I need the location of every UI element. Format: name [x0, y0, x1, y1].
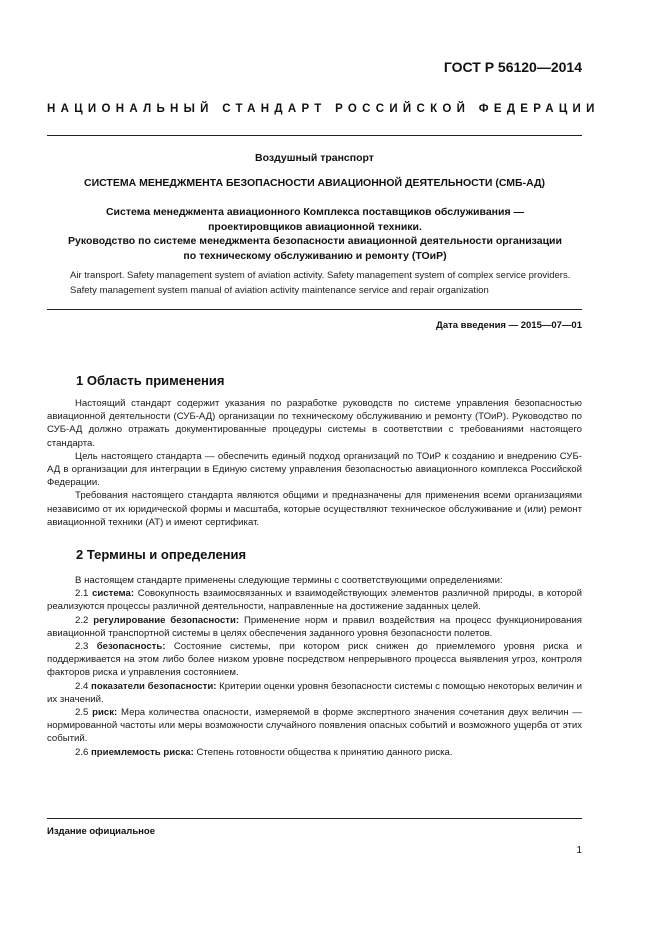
subtitle [60, 205, 570, 263]
section-2-body [47, 574, 582, 759]
page-number: 1 [576, 845, 582, 856]
section-1-heading: 1 Область применения [76, 373, 225, 388]
term-definition [47, 746, 582, 759]
term-definition [47, 706, 582, 746]
term-number: 2.4 [75, 680, 89, 692]
term-number: 2.2 [75, 614, 89, 626]
term-text: Применение норм и правил воздействия на процесс функционирования авиационной транспортной системы в целях обеспечения заданного уровня безопасности полетов. [47, 614, 583, 639]
sector-title: Воздушный транспорт [255, 152, 374, 164]
term-definition [47, 587, 582, 613]
term-definition [47, 680, 582, 706]
paragraph: Требования настоящего стандарта являются общими и предназначены для применения всеми организациями независимо от их юридической формы и масштаба, которые осуществляют техническое обслуживание и (или) ремонт авиационной техники (АТ) и имеют сертификат. [47, 490, 582, 528]
term-number: 2.1 [75, 588, 89, 600]
term-name: показатели безопасности: [91, 680, 217, 692]
term-text: Состояние системы, при котором риск снижен до приемлемого уровня риска и поддерживается на этом либо более низком уровне посредством непрерывного процесса выявления угроз, контроля факторов риска и управления состоянием. [47, 641, 582, 679]
term-name: система: [92, 588, 135, 600]
subtitle-line: Система менеджмента авиационного Комплекса поставщиков обслуживания — [105, 206, 525, 218]
divider-middle [47, 309, 582, 310]
paragraph: Цель настоящего стандарта — обеспечить единый подход организаций по ТОиР к созданию и внедрению СУБ-АД в организации для интеграции в Единую систему управления безопасностью авиационного комплекса Российской Федерации. [47, 450, 582, 489]
english-title: Air transport. Safety management system of aviation activity. Safety management system of complex service providers. Safety management system manual of aviation activity maintenance service and repair organization [70, 270, 571, 296]
divider-footer [47, 818, 582, 819]
main-title: СИСТЕМА МЕНЕДЖМЕНТА БЕЗОПАСНОСТИ АВИАЦИОННОЙ ДЕЯТЕЛЬНОСТИ (СМБ-АД) [83, 177, 546, 189]
subtitle-line: проектировщиков авиационной техники. [208, 220, 422, 233]
divider-top [47, 135, 582, 136]
term-text: Мера количества опасности, измеряемой в форме экспертного значения сочетания двух величин — нормированной частоты или меры возможности случайного появления опасных событий и возможного ущерба от этих событий. [47, 707, 583, 745]
subtitle-line: по техническому обслуживанию и ремонту (ТОиР) [183, 249, 447, 262]
document-code: ГОСТ Р 56120—2014 [443, 59, 582, 75]
term-number: 2.6 [75, 746, 89, 758]
paragraph: Настоящий стандарт содержит указания по разработке руководств по системе управления безопасностью авиационной деятельности (СУБ-АД) организации по техническому обслуживанию и ремонту (ТОиР). Руководство по СУБ-АД должно отражать документированные процедуры системы в соответствии с требованиями настоящего стандарта. [47, 398, 582, 449]
term-name: регулирование безопасности: [93, 614, 240, 626]
term-name: безопасность: [96, 641, 166, 653]
term-name: риск: [92, 707, 118, 719]
term-text: Совокупность взаимосвязанных и взаимодействующих элементов различной природы, в которой реализуются процессы различной деятельности, направленные на достижение заданных целей. [47, 588, 582, 613]
term-text: Степень готовности общества к принятию данного риска. [196, 746, 453, 758]
national-standard-banner: НАЦИОНАЛЬНЫЙ СТАНДАРТ РОССИЙСКОЙ ФЕДЕРАЦИИ [47, 103, 600, 115]
term-definition [47, 640, 582, 680]
section-1-body [47, 397, 582, 529]
term-name: приемлемость риска: [91, 746, 194, 758]
intro-date: Дата введения — 2015—07—01 [436, 320, 582, 331]
official-edition-note: Издание официальное [47, 826, 155, 837]
subtitle-line: Руководство по системе менеджмента безопасности авиационной деятельности организации [68, 235, 562, 247]
term-number: 2.3 [75, 641, 89, 653]
paragraph: В настоящем стандарте применены следующие термины с соответствующими определениями: [75, 575, 503, 586]
term-number: 2.5 [75, 707, 89, 719]
term-text: Критерии оценки уровня безопасности системы с помощью некоторых величин и их значений. [47, 680, 582, 705]
section-2-heading: 2 Термины и определения [76, 547, 247, 562]
term-definition [47, 614, 582, 640]
